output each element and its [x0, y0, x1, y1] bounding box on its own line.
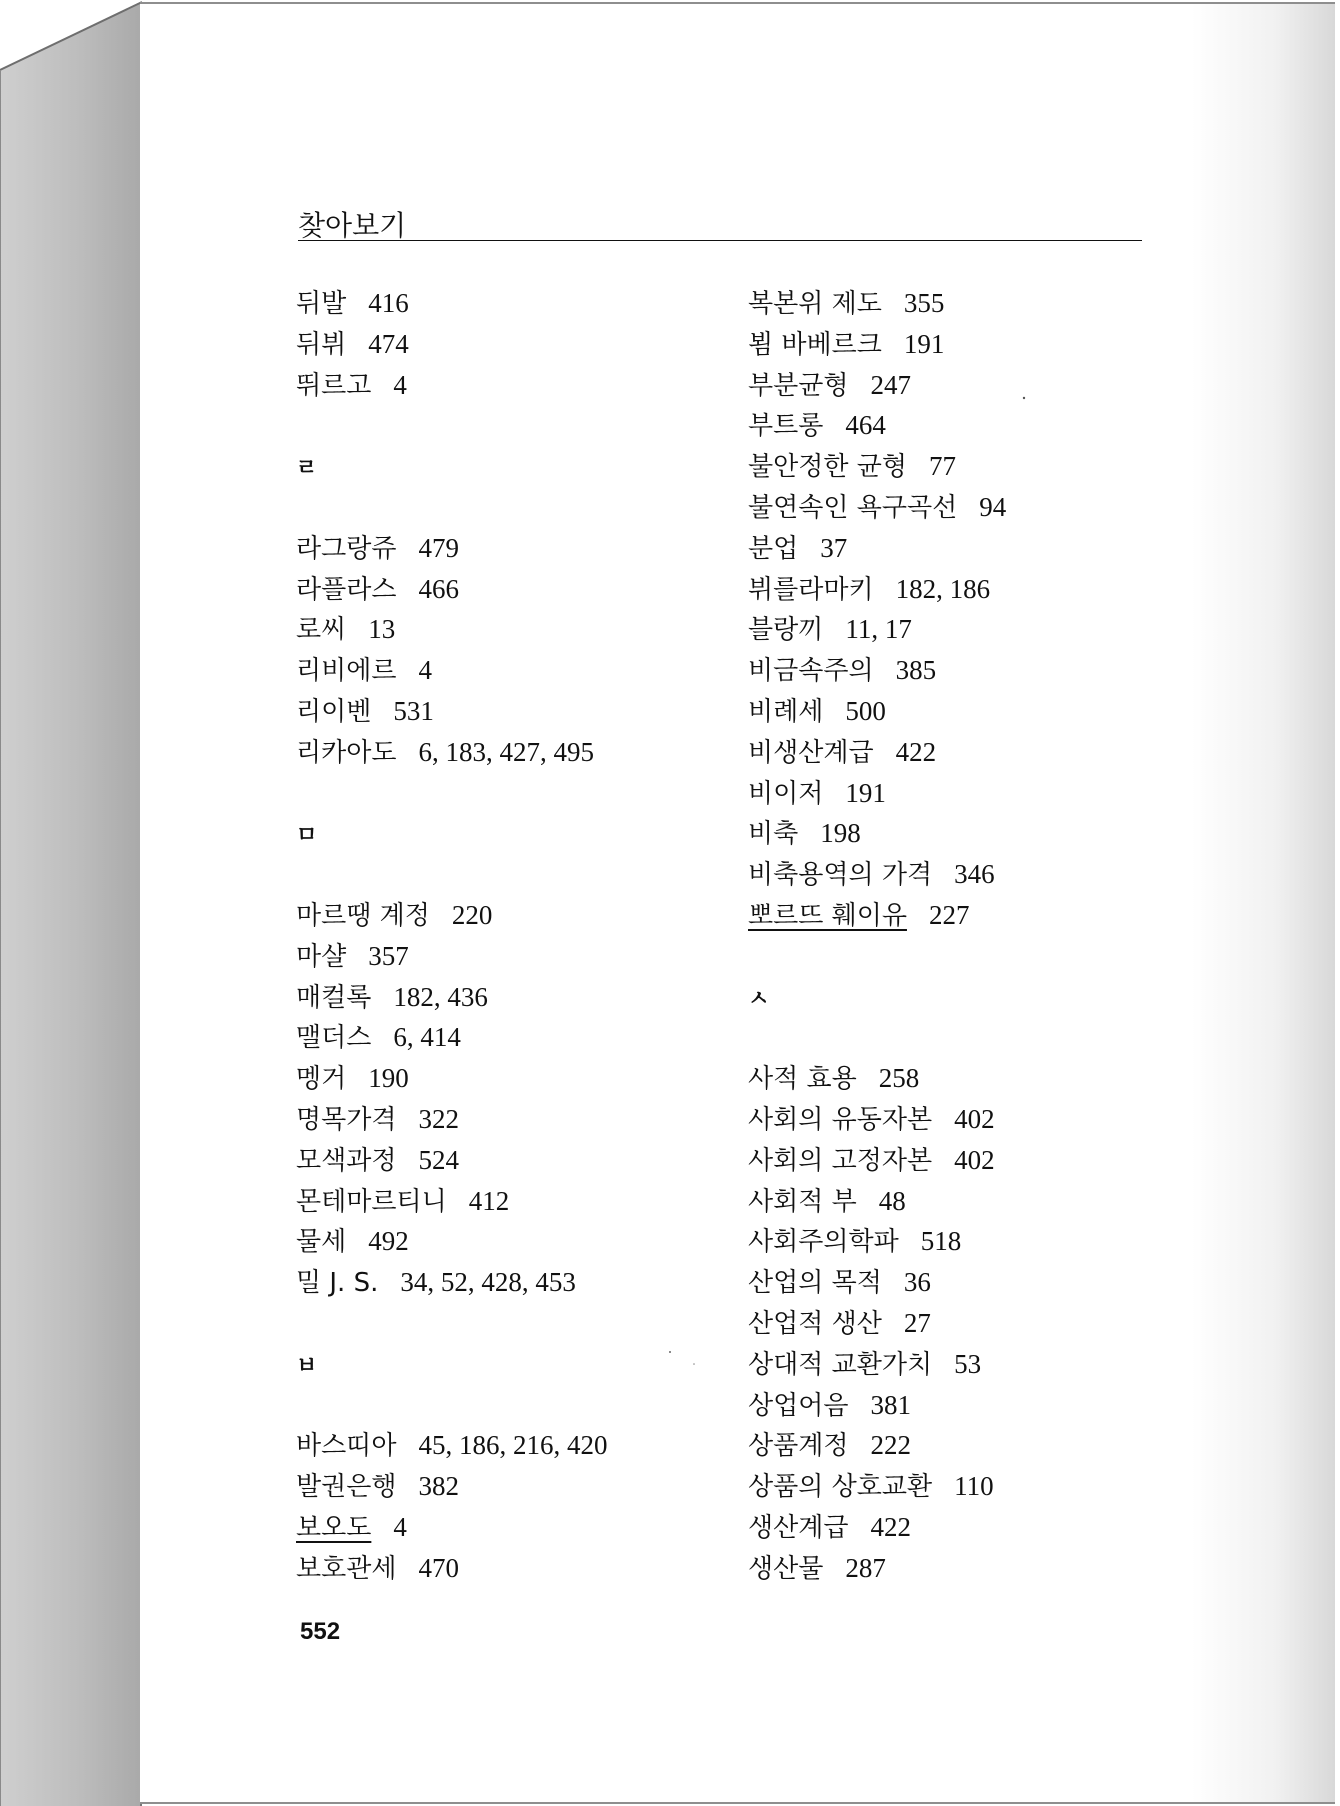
index-term: 비축: [748, 819, 799, 850]
index-term: 분업: [748, 533, 799, 564]
index-entry: [748, 1507, 1178, 1548]
index-term: 복본위 제도: [748, 289, 882, 319]
index-entry: [296, 895, 726, 936]
page-references: 36: [903, 1267, 931, 1298]
index-term: 마르땡 계정: [296, 900, 430, 931]
index-entry: [296, 1548, 726, 1589]
page-references: 191: [903, 328, 945, 359]
index-entry: [296, 324, 726, 365]
index-column-right: [748, 283, 1178, 1589]
index-term: 명목가격: [296, 1104, 397, 1135]
page-references: 531: [393, 695, 434, 726]
index-term: 뷔를라마키: [748, 574, 874, 605]
index-term: 부트롱: [748, 411, 824, 442]
page-references: 287: [845, 1552, 886, 1583]
page-references: 357: [368, 940, 409, 971]
index-term: 라그랑쥬: [296, 533, 397, 564]
index-entry: [748, 1099, 1178, 1140]
index-entry: [296, 1099, 726, 1140]
index-term: 매컬록: [296, 982, 372, 1013]
index-term: 물세: [296, 1227, 347, 1258]
page-references: 346: [954, 859, 995, 890]
index-term: 사회주의학파: [748, 1227, 899, 1258]
index-entry: [296, 691, 726, 732]
section-spacer: [296, 1303, 726, 1344]
page-references: 110: [954, 1471, 994, 1502]
index-entry: [748, 1181, 1178, 1222]
page-references: 422: [870, 1511, 911, 1542]
page-references: 27: [903, 1307, 931, 1338]
index-term: 보오도: [296, 1512, 372, 1543]
page-references: 4: [393, 369, 407, 400]
index-entry: [748, 405, 1178, 446]
section-spacer: [296, 1385, 726, 1426]
index-term: 비이저: [748, 778, 824, 809]
index-entry: [296, 650, 726, 691]
page-references: 34, 52, 428, 453: [400, 1267, 576, 1298]
section-spacer: [296, 487, 726, 528]
index-term: 산업적 생산: [748, 1308, 882, 1339]
page-references: 190: [368, 1063, 409, 1094]
index-entry: [748, 1385, 1178, 1426]
page-references: 355: [903, 288, 945, 318]
page-references: 258: [878, 1063, 920, 1094]
section-spacer: [748, 1017, 1178, 1058]
index-term: 로씨: [296, 615, 347, 646]
page-references: 4: [418, 655, 432, 686]
index-entry: [296, 936, 726, 977]
page-references: 382: [418, 1471, 459, 1502]
section-spacer: [296, 405, 726, 446]
index-entry: [748, 283, 1178, 324]
index-term: 발권은행: [296, 1472, 397, 1503]
index-term: 뽀르뜨 훼이유: [748, 900, 907, 931]
index-entry: [296, 569, 726, 610]
running-header: [298, 200, 1142, 241]
index-entry: [748, 813, 1178, 854]
index-term: 비축용역의 가격: [748, 860, 933, 891]
page-references: 198: [820, 818, 861, 849]
section-heading: [748, 977, 1178, 1018]
index-entry: [748, 1262, 1178, 1303]
page-references: 45, 186, 216, 420: [418, 1430, 608, 1461]
page-number: 552: [300, 1618, 341, 1645]
index-term: 블랑끼: [748, 615, 824, 646]
page-references: 492: [368, 1226, 409, 1257]
page-references: 518: [920, 1226, 962, 1257]
index-entry: [296, 1058, 726, 1099]
index-term: 몬테마르티니: [296, 1186, 447, 1217]
index-term: 바스띠아: [296, 1431, 397, 1462]
index-entry: [748, 1058, 1178, 1099]
index-entry: [748, 487, 1178, 528]
index-entry: [748, 1548, 1178, 1589]
index-term: 뒤발: [296, 289, 347, 319]
page-references: 182, 186: [895, 573, 991, 604]
index-term: 상대적 교환가치: [748, 1349, 933, 1380]
index-entry: [296, 732, 726, 773]
index-term: 생산계급: [748, 1512, 849, 1543]
index-entry: [748, 1221, 1178, 1262]
page-references: 222: [870, 1430, 911, 1461]
section-spacer: [748, 936, 1178, 977]
page-references: 191: [845, 777, 886, 808]
page-references: 422: [895, 736, 937, 767]
index-term: 사적 효용: [748, 1064, 857, 1095]
page-references: 94: [979, 491, 1007, 522]
index-term: 사회적 부: [748, 1186, 857, 1217]
page-references: 385: [895, 655, 937, 686]
index-term: 멩거: [296, 1064, 347, 1095]
page-references: 524: [418, 1144, 459, 1175]
index-entry: [296, 1140, 726, 1181]
index-entry: [748, 569, 1178, 610]
index-entry: [748, 528, 1178, 569]
index-term: 산업의 목적: [748, 1268, 882, 1299]
page-references: 247: [870, 369, 911, 400]
page-references: 48: [878, 1185, 906, 1216]
index-term: 마샬: [296, 941, 347, 972]
index-entry: [296, 977, 726, 1018]
index-entry: [748, 895, 1178, 936]
index-entry: [748, 691, 1178, 732]
index-term: 뛰르고: [296, 370, 372, 401]
section-spacer: [296, 773, 726, 814]
page-references: 402: [954, 1103, 995, 1134]
index-term: 비례세: [748, 696, 824, 727]
index-term: 비생산계급: [748, 737, 874, 768]
section-letter: ㅅ: [748, 986, 770, 1012]
page-references: 500: [845, 695, 886, 726]
page-references: 412: [468, 1185, 510, 1216]
index-entry: [748, 1425, 1178, 1466]
index-term: 보호관세: [296, 1553, 397, 1584]
index-term: 라플라스: [296, 574, 397, 605]
page-references: 53: [954, 1348, 982, 1379]
index-entry: [748, 732, 1178, 773]
index-term: 상업어음: [748, 1390, 849, 1421]
section-heading: [296, 446, 726, 487]
index-entry: [296, 1181, 726, 1222]
index-term: 상품의 상호교환: [748, 1472, 933, 1503]
page-references: 402: [954, 1144, 995, 1175]
index-entry: [748, 365, 1178, 406]
page-references: 466: [418, 573, 459, 604]
index-term: 불안정한 균형: [748, 452, 907, 483]
index-entry: [748, 1303, 1178, 1344]
section-heading: [296, 813, 726, 854]
index-entry: [296, 1221, 726, 1262]
page-references: 381: [870, 1389, 911, 1420]
index-entry: [296, 1017, 726, 1058]
section-spacer: [296, 854, 726, 895]
index-term: 맬더스: [296, 1023, 372, 1054]
page-references: 182, 436: [393, 981, 488, 1012]
index-entry: [296, 528, 726, 569]
page-references: 322: [418, 1103, 459, 1134]
index-entry: [296, 365, 726, 406]
index-entry: [296, 1507, 726, 1548]
section-heading: [296, 1344, 726, 1385]
page-references: 464: [845, 410, 886, 441]
index-entry: [296, 1262, 726, 1303]
index-entry: [296, 609, 726, 650]
book-spine: [0, 0, 142, 1806]
page-references: 13: [368, 614, 396, 645]
index-entry: [748, 1140, 1178, 1181]
index-term: 상품계정: [748, 1431, 849, 1462]
index-term: 리비에르: [296, 656, 397, 687]
index-term: 사회의 고정자본: [748, 1145, 933, 1176]
page-references: 6, 183, 427, 495: [418, 736, 594, 767]
index-term: 사회의 유동자본: [748, 1104, 933, 1135]
index-term: 생산물: [748, 1553, 824, 1584]
index-term: 리이벤: [296, 696, 372, 727]
page-references: 479: [418, 532, 459, 563]
index-entry: [296, 283, 726, 324]
page-references: 227: [928, 899, 970, 930]
index-entry: [748, 650, 1178, 691]
page-references: 474: [368, 328, 409, 359]
page-references: 470: [418, 1552, 459, 1583]
page-references: 220: [451, 899, 493, 930]
page-references: 11, 17: [845, 614, 912, 645]
index-term: 불연속인 욕구곡선: [748, 492, 958, 523]
index-column-left: [296, 283, 726, 1589]
index-term: 뒤뷔: [296, 329, 347, 360]
index-term: 뵘 바베르크: [748, 329, 882, 360]
index-term: 부분균형: [748, 370, 849, 401]
page-title: 찾아보기: [298, 209, 407, 242]
index-entry: [748, 773, 1178, 814]
index-entry: [296, 1425, 726, 1466]
page-references: 416: [368, 288, 409, 318]
section-letter: ㄹ: [296, 456, 318, 482]
index-entry: [748, 446, 1178, 487]
index-entry: [296, 1466, 726, 1507]
index-entry: [748, 324, 1178, 365]
page-references: 4: [393, 1511, 407, 1542]
index-entry: [748, 854, 1178, 895]
index-term: 밀 J. S.: [296, 1268, 379, 1299]
index-term: 모색과정: [296, 1145, 397, 1176]
index-entry: [748, 1344, 1178, 1385]
page-references: 6, 414: [393, 1022, 461, 1053]
page-references: 37: [820, 532, 848, 563]
index-term: 리카아도: [296, 737, 397, 768]
index-term: 비금속주의: [748, 656, 874, 687]
section-letter: ㅁ: [296, 823, 318, 849]
index-entry: [748, 609, 1178, 650]
section-letter: ㅂ: [296, 1353, 318, 1379]
page-references: 77: [928, 451, 956, 482]
index-entry: [748, 1466, 1178, 1507]
